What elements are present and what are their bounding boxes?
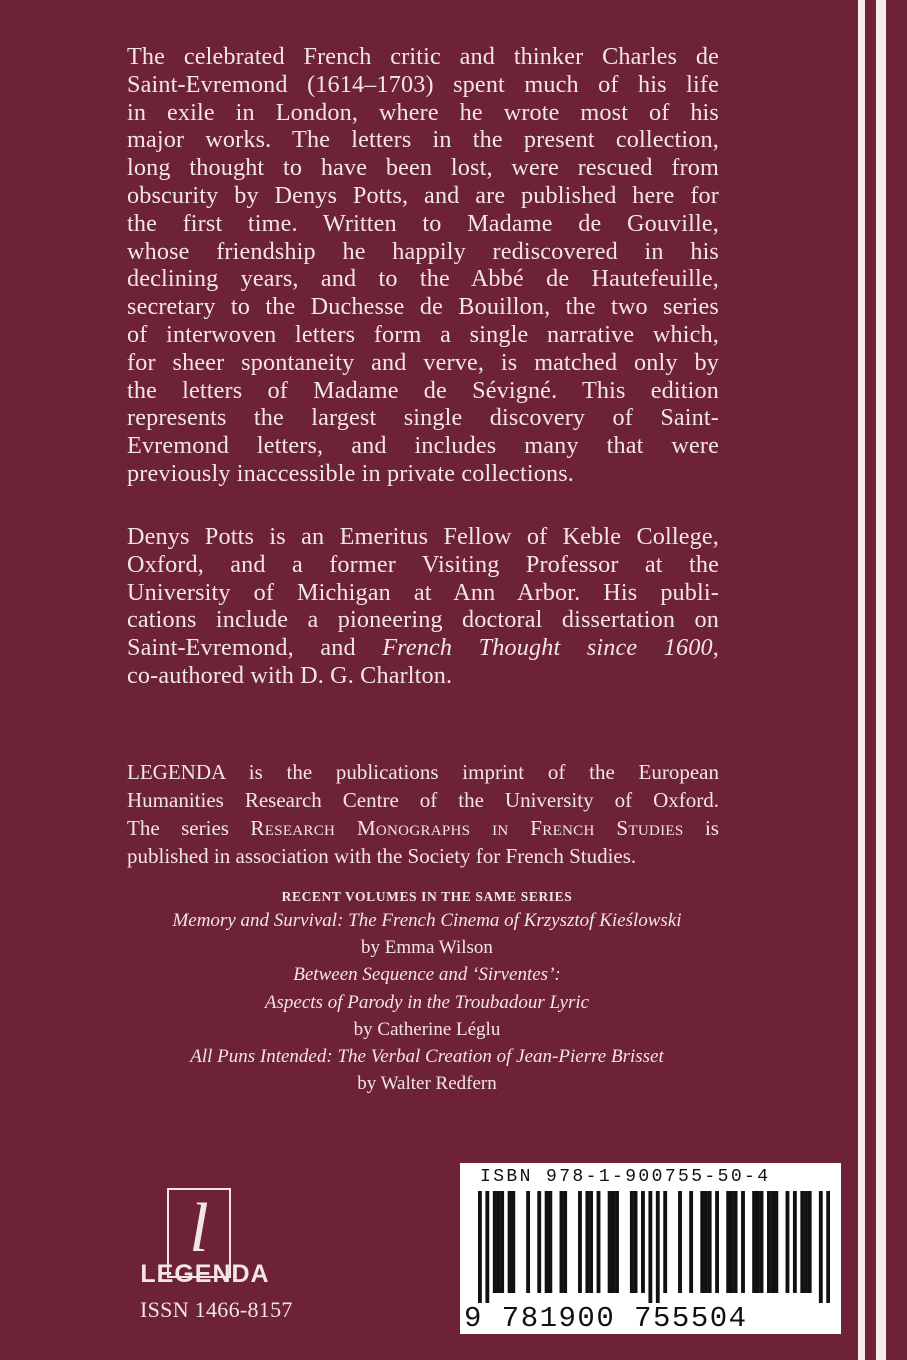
description-line: represents the largest single discovery of Saint-	[127, 404, 719, 432]
recent-volume-subtitle: Aspects of Parody in the Troubadour Lyric	[264, 991, 590, 1013]
description-line: secretary to the Duchesse de Bouillon, the two series	[127, 293, 719, 321]
imprint-line	[127, 814, 719, 842]
recent-volume-title: All Puns Intended: The Verbal Creation of Jean-Pierre Brisset	[190, 1046, 664, 1068]
barcode-bar	[497, 1191, 501, 1293]
barcode-bar	[608, 1191, 612, 1293]
barcode-bar	[648, 1191, 652, 1303]
recent-volume-title: Memory and Survival: The French Cinema of Krzysztof Kieślowski	[172, 910, 682, 931]
description-line: Saint-Evremond (1614–1703) spent much of his life	[127, 70, 719, 98]
barcode-bar	[663, 1191, 667, 1293]
description-line: the letters of Madame de Sévigné. This edition	[127, 376, 719, 404]
barcode-bar	[704, 1191, 708, 1293]
barcode-bar	[526, 1191, 530, 1293]
author-bio-text: ,	[712, 634, 719, 662]
barcode-bar	[726, 1191, 730, 1293]
author-bio-line: cations include a pioneering doctoral dissertation on	[127, 606, 719, 634]
barcode-bar	[708, 1191, 712, 1293]
barcode-bar	[715, 1191, 719, 1293]
barcode-bar	[800, 1191, 804, 1293]
decorative-rule-outer	[876, 0, 886, 1360]
cited-book-title: French Thought since 1600	[382, 634, 713, 662]
series-name: Research Monographs in French Studies	[250, 816, 684, 840]
barcode-panel	[460, 1163, 841, 1334]
barcode-bar	[700, 1191, 704, 1293]
book-description	[127, 43, 719, 488]
isbn-label: ISBN 978-1-900755-50-4	[480, 1167, 771, 1187]
description-line: declining years, and to the Abbé de Hautefeuille,	[127, 265, 719, 293]
author-bio-line: Oxford, and a former Visiting Professor at the	[127, 550, 719, 578]
barcode-bar	[756, 1191, 760, 1293]
imprint-text: The series	[127, 816, 251, 840]
barcode-bar	[578, 1191, 582, 1293]
barcode-bar	[634, 1191, 638, 1293]
barcode-bar	[741, 1191, 745, 1293]
imprint-line: published in association with the Society for French Studies.	[127, 844, 637, 868]
description-line: major works. The letters in the present collection,	[127, 126, 719, 154]
barcode-bar	[804, 1191, 808, 1293]
recent-volume-author: by Catherine Léglu	[353, 1018, 501, 1040]
barcode-bar	[630, 1191, 634, 1293]
recent-volume-author: by Walter Redfern	[357, 1073, 497, 1095]
imprint-text: is	[683, 816, 719, 840]
barcode-bar	[500, 1191, 504, 1293]
barcode-bar	[597, 1191, 601, 1293]
author-bio-line: co-authored with D. G. Charlton.	[127, 661, 453, 689]
barcode-bar	[767, 1191, 771, 1293]
author-bio-line	[127, 634, 719, 662]
legenda-wordmark: LEGENDA	[140, 1260, 270, 1288]
description-line: whose friendship he happily rediscovered in his	[127, 237, 719, 265]
barcode-bar	[752, 1191, 756, 1293]
recent-volume-author: by Emma Wilson	[361, 937, 493, 959]
barcode-bar	[560, 1191, 564, 1293]
barcode-bar	[808, 1191, 812, 1293]
barcode-bar	[689, 1191, 693, 1293]
barcode-bar	[826, 1191, 830, 1303]
description-line: Evremond letters, and includes many that were	[127, 432, 719, 460]
description-line: obscurity by Denys Potts, and are published here for	[127, 181, 719, 209]
author-bio-line: University of Michigan at Ann Arbor. His publi-	[127, 578, 719, 606]
logo-glyph: l	[189, 1190, 209, 1267]
barcode-bar	[508, 1191, 512, 1293]
description-line: long thought to have been lost, were rescued from	[127, 154, 719, 182]
barcode-bar	[641, 1191, 645, 1293]
barcode-bar	[589, 1191, 593, 1293]
recent-volumes-heading: RECENT VOLUMES IN THE SAME SERIES	[281, 889, 573, 904]
description-line: in exile in London, where he wrote most of his	[127, 98, 719, 126]
barcode-bar	[734, 1191, 738, 1293]
author-bio-line: Denys Potts is an Emeritus Fellow of Keble College,	[127, 523, 719, 550]
author-bio-text: Saint-Evremond, and	[127, 634, 383, 662]
description-line: the first time. Written to Madame de Gouville,	[127, 209, 719, 237]
barcode-bar	[511, 1191, 515, 1293]
ean-number: 9 781900 755504	[464, 1302, 748, 1335]
barcode-bar	[545, 1191, 549, 1293]
imprint-line: Humanities Research Centre of the University of Oxford.	[127, 788, 719, 812]
barcode-bar	[760, 1191, 764, 1293]
barcode-bar	[563, 1191, 567, 1293]
barcode-bar	[548, 1191, 552, 1293]
author-bio	[127, 523, 719, 690]
description-line: The celebrated French critic and thinker Charles de	[127, 43, 719, 70]
series-issn: ISSN 1466-8157	[140, 1297, 293, 1322]
barcode-bar	[615, 1191, 619, 1293]
barcode-bar	[656, 1191, 660, 1303]
barcode-bar	[485, 1191, 489, 1303]
barcode-bar	[537, 1191, 541, 1293]
barcode-bar	[585, 1191, 589, 1293]
barcode-bar	[774, 1191, 778, 1293]
description-line: previously inaccessible in private collections.	[127, 459, 574, 487]
description-line: for sheer spontaneity and verve, is matched only by	[127, 348, 719, 376]
description-line: of interwoven letters form a single narrative which,	[127, 320, 719, 348]
barcode-bar	[793, 1191, 797, 1293]
barcode-bar	[478, 1191, 482, 1303]
imprint-statement	[127, 758, 719, 870]
barcode-bar	[819, 1191, 823, 1303]
recent-volume-title: Between Sequence and ‘Sirventes’:	[293, 964, 561, 986]
recent-volumes	[127, 887, 727, 1097]
barcode-bar	[493, 1191, 497, 1293]
barcode-bar	[611, 1191, 615, 1293]
barcode-bar	[730, 1191, 734, 1293]
decorative-rule-inner	[858, 0, 865, 1360]
barcode-bar	[786, 1191, 790, 1293]
barcode-bar	[771, 1191, 775, 1293]
imprint-line: LEGENDA is the publications imprint of the European	[127, 760, 719, 784]
ean-barcode	[478, 1191, 830, 1303]
barcode-bar	[678, 1191, 682, 1293]
